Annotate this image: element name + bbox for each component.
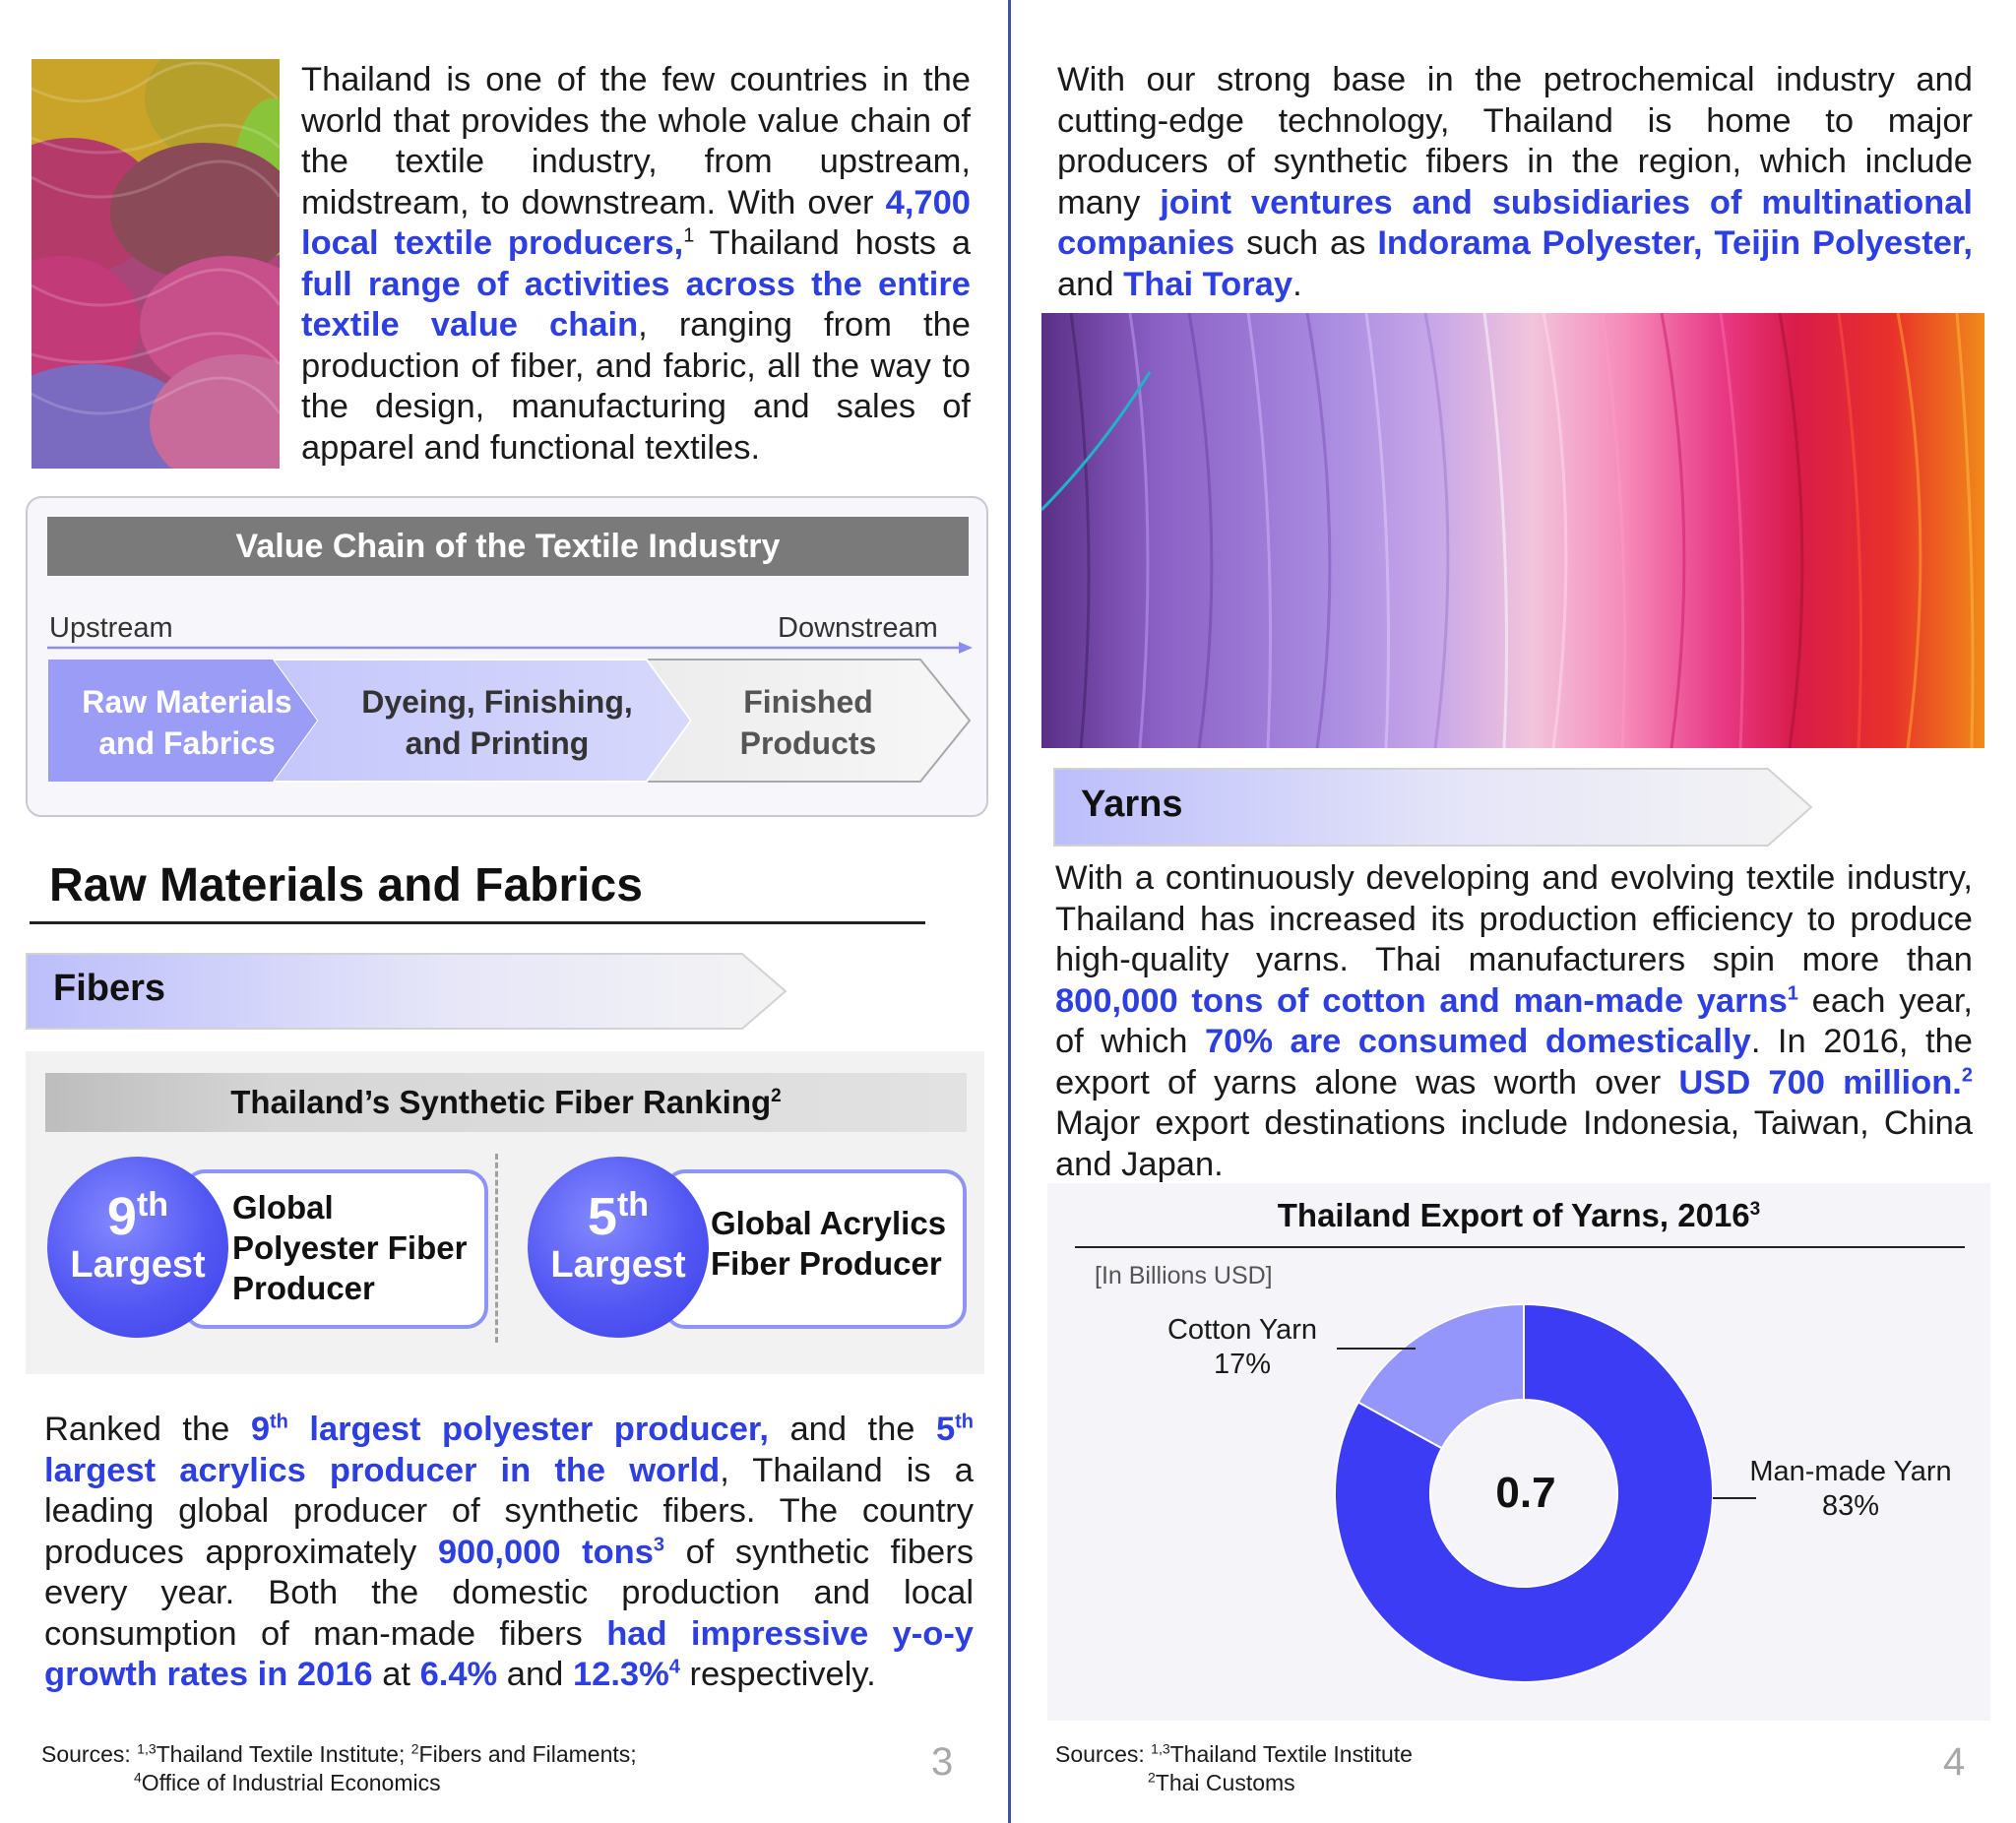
left-body-paragraph: Ranked the 9th largest polyester producer, and the 5th largest acrylics producer in the world, Thailand is a leading global producer of synthetic fibers. The country produces approximately 900,000 tons$^3$ of synthetic fibers every year. Both the domestic production and local consumption of man-made fibers had impressive y-o-y growth rates in 2016 at 6.4% and 12.3%$^4$ respectively. bbox=[44, 1411, 975, 1693]
page-number-3: 3 bbox=[931, 1740, 954, 1784]
left-sources: Sources: $^{1,3}$Thailand Textile Institute; $^2$Fibers and Filaments; $^4$Office of Industrial Economics bbox=[41, 1740, 637, 1795]
downstream-label: Downstream bbox=[778, 612, 938, 644]
colored-fibers-photo bbox=[1041, 313, 1984, 748]
left-intro-paragraph: Thailand is one of the few countries in the world that provides the whole value chain of the textile industry, from upstream, midstream, to downstream. With over 4,700 local textile producers,$^1$ Thailand hosts a full range of activities across the entire textile value chain, ranging from the production of fiber, and fabric, all the way to the design, manufacturing and sales of apparel and functional textiles. bbox=[301, 61, 972, 467]
right-sources: Sources: $^{1,3}$Thailand Textile Institute $^2$Thai Customs bbox=[1055, 1740, 1413, 1795]
page-number-4: 4 bbox=[1943, 1740, 1966, 1784]
polyester-ranking-text: Global Polyester Fiber Producer bbox=[232, 1189, 468, 1306]
value-chain-step-dyeing: Dyeing, Finishing, and Printing bbox=[361, 684, 633, 761]
chart-title-rule bbox=[1075, 1246, 1965, 1248]
upstream-downstream-arrow bbox=[47, 640, 973, 656]
polyester-rank-badge: 9th Largest bbox=[47, 1157, 228, 1338]
page-divider bbox=[1008, 0, 1011, 1823]
acrylics-rank-badge: 5th Largest bbox=[528, 1157, 709, 1338]
fibers-banner-label: Fibers bbox=[53, 968, 166, 1009]
value-chain-step-finished-products: Finished Products bbox=[739, 684, 877, 761]
value-chain-title: Value Chain of the Textile Industry bbox=[47, 517, 969, 576]
yarn-skeins-photo bbox=[32, 59, 280, 469]
section-title: Raw Materials and Fabrics bbox=[49, 859, 643, 912]
yarns-banner-label: Yarns bbox=[1081, 784, 1183, 825]
value-chain-step-raw-materials: Raw Materials and Fabrics bbox=[82, 684, 292, 761]
producer-count-highlight: 4,700 local textile producers, bbox=[301, 183, 971, 262]
man-made-yarn-label: Man-made Yarn 83% bbox=[1749, 1456, 1952, 1522]
donut-center-total: 0.7 bbox=[1495, 1469, 1556, 1517]
section-title-underline bbox=[30, 921, 925, 924]
cotton-yarn-label: Cotton Yarn 17% bbox=[1166, 1314, 1318, 1380]
chart-title: Thailand Export of Yarns, 2016$^3$ bbox=[1277, 1197, 1761, 1233]
value-chain-highlight: full range of activities across the entire textile value chain bbox=[301, 265, 971, 344]
right-body-paragraph: With a continuously developing and evolving textile industry, Thailand has increased its production efficiency to produce high-quality yarns. Thai manufacturers spin more than 800,000 tons of cotton and man-made yarns$^1$ each year, of which 70% are consumed domestically. In 2016, the export of yarns alone was worth over USD 700 million.$^2$ Major export destinations include Indonesia, Taiwan, China and Japan. bbox=[1055, 859, 1973, 1183]
fiber-ranking-title: Thailand’s Synthetic Fiber Ranking$^2$ bbox=[45, 1073, 967, 1132]
right-intro-paragraph: With our strong base in the petrochemical industry and cutting-edge technology, Thailand is home to major producers of synthetic fibers in the region, which include many joint ventures and subsidiaries of multinational companies such as Indorama Polyester, Teijin Polyester, and Thai Toray. bbox=[1057, 61, 1973, 303]
upstream-label: Upstream bbox=[49, 612, 173, 644]
ranking-divider bbox=[495, 1154, 498, 1343]
acrylics-ranking-text: Global Acrylics Fiber Producer bbox=[711, 1205, 947, 1282]
chart-unit-label: [In Billions USD] bbox=[1095, 1262, 1273, 1289]
